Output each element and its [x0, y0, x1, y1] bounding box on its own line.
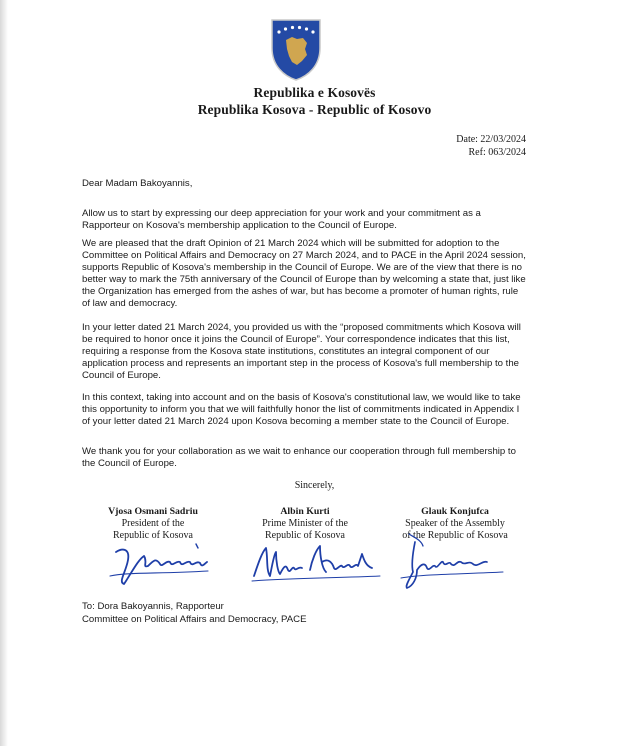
salutation: Dear Madam Bakoyannis, — [82, 178, 193, 189]
signatory-title: Speaker of the Assembly — [405, 518, 505, 529]
signatory-title: Republic of Kosova — [113, 530, 193, 541]
signatory-prime-minister — [240, 506, 370, 542]
paragraph-thanks: We thank you for your collaboration as we wait to enhance our cooperation through full membership to the Council of Europe. — [82, 446, 516, 470]
signatory-title: Republic of Kosova — [265, 530, 345, 541]
signatory-president — [88, 506, 218, 542]
signature-speaker — [395, 530, 510, 592]
letter-date: Date: 22/03/2024 — [456, 134, 526, 145]
signature-president — [108, 538, 218, 590]
kosovo-coat-of-arms-icon — [270, 18, 322, 82]
signatory-title: of the Republic of Kosova — [402, 530, 508, 541]
letter-reference: Ref: 063/2024 — [468, 147, 526, 158]
recipient-block — [82, 601, 306, 626]
paragraph-appreciation: Allow us to start by expressing our deep appreciation for your work and your commitment as a Rapporteur on Kosova's membership application to the Council of Europe. — [82, 208, 481, 232]
signatory-name: Vjosa Osmani Sadriu — [108, 506, 198, 517]
closing: Sincerely, — [294, 480, 335, 491]
paragraph-draft-opinion: We are pleased that the draft Opinion of 21 March 2024 which will be submitted for adoption to the Committee on Political Affairs and Democracy on 27 March 2024, and to PACE in the April 2024 session, supports Republic of Kosova's membership in the Council of Europe. We are of the view that there is no better way to mark the 75th anniversary of the Council of Europe than by welcoming a state that, just like the Organization has emerged from the ashes of war, but has become a promoter of human rights, rule of law and democracy. — [82, 238, 526, 310]
signatory-title: Prime Minister of the — [262, 518, 348, 529]
paragraph-proposed-commitments: In your letter dated 21 March 2024, you provided us with the “proposed commitments which Kosova will be required to honor once it joins the Council of Europe”. Your correspondence indicates that this list, requiring a response from the Kosova state institutions, constitutes an integral component of our application process and represents an important step in the process of Kosova's full membership to the Council of Europe. — [82, 322, 521, 382]
signatory-title: President of the — [121, 518, 185, 529]
header-albanian-name: Republika e Kosovës — [253, 85, 376, 100]
signatory-name: Glauk Konjufca — [421, 506, 489, 517]
paragraph-honor-commitments: In this context, taking into account and on the basis of Kosova's constitutional law, we would like to take this opportunity to inform you that we will faithfully honor the list of commitments indicated in Appendix I of your letter dated 21 March 2024 upon Kosova becoming a member state to the Council of Europe. — [82, 392, 521, 428]
recipient-line: Committee on Political Affairs and Democracy, PACE — [82, 613, 307, 625]
signatory-name: Albin Kurti — [280, 506, 330, 517]
signature-prime-minister — [248, 540, 388, 585]
header-full-name: Republika Kosova - Republic of Kosovo — [197, 102, 432, 117]
recipient-line: To: Dora Bakoyannis, Rapporteur — [82, 601, 224, 612]
